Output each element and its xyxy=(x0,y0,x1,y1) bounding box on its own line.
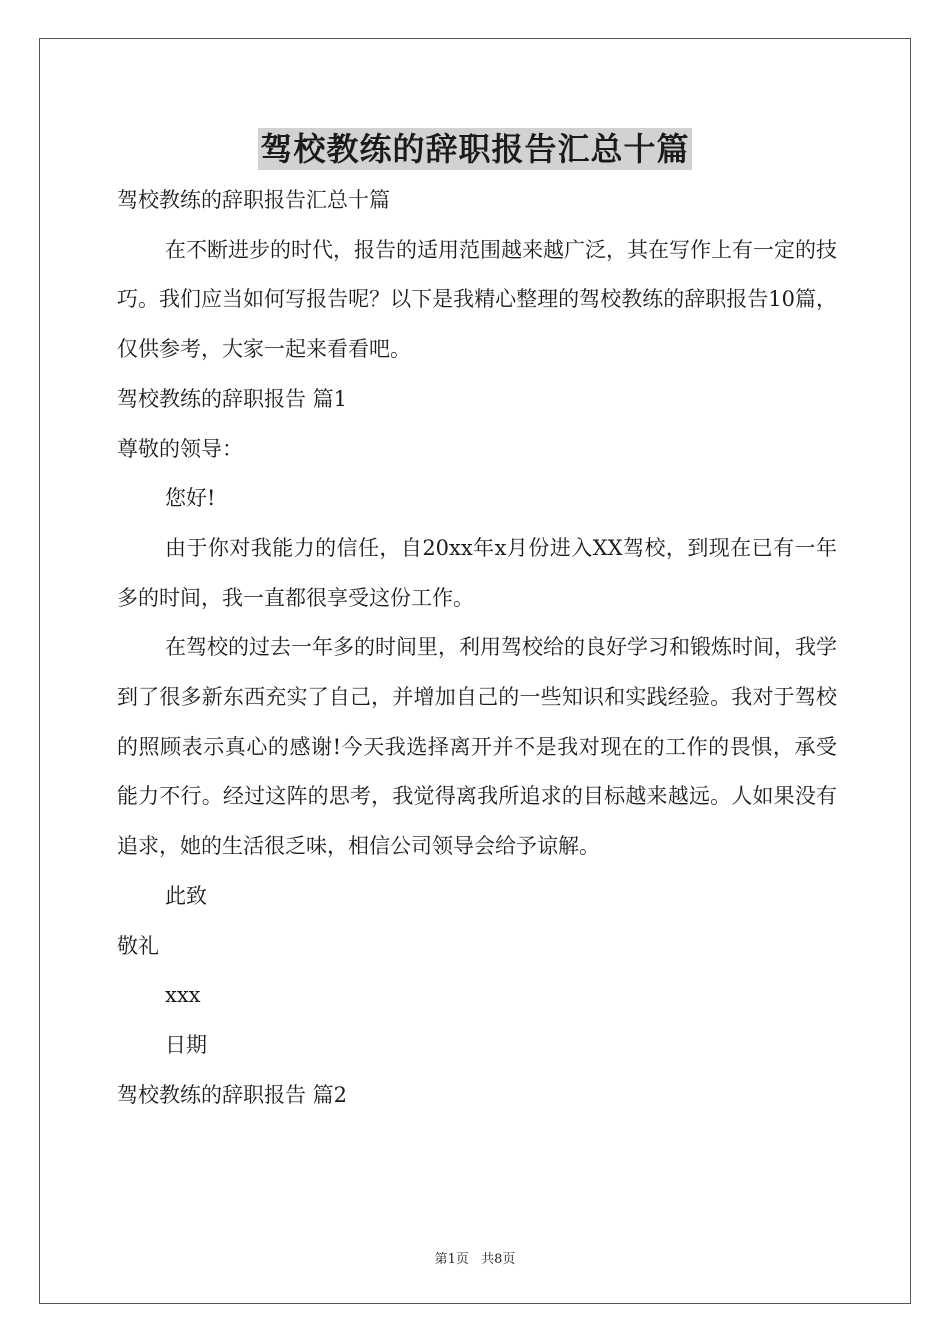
greeting: 您好! xyxy=(165,486,216,511)
signature: xxx xyxy=(165,983,201,1008)
subtitle-line: 驾校教练的辞职报告汇总十篇 xyxy=(117,188,390,212)
date-label: 日期 xyxy=(165,1032,207,1057)
closing-line-2: 敬礼 xyxy=(117,933,159,958)
document-body xyxy=(117,176,837,1120)
page-number-current: 第1页 xyxy=(434,1252,469,1267)
intro-paragraph: 在不断进步的时代，报告的适用范围越来越广泛，其在写作上有一定的技巧。我们应当如何写报告呢？以下是我精心整理的驾校教练的辞职报告10篇，仅供参考，大家一起来看看吧。 xyxy=(117,237,837,362)
body-paragraph-1: 由于你对我能力的信任，自20xx年x月份进入XX驾校，到现在已有一年多的时间，我一直都很享受这份工作。 xyxy=(117,535,837,610)
page-number-total: 共8页 xyxy=(481,1252,516,1267)
body-paragraph-2: 在驾校的过去一年多的时间里，利用驾校给的良好学习和锻炼时间，我学到了很多新东西充实了自己，并增加自己的一些知识和实践经验。我对于驾校的照顾表示真心的感谢!今天我选择离开并不是我对现在的工作的畏惧，承受能力不行。经过这阵的思考，我觉得离我所追求的目标越来越远。人如果没有追求，她的生活很乏味，相信公司领导会给予谅解。 xyxy=(117,635,837,859)
closing-line-1: 此致 xyxy=(165,883,207,908)
section-heading-2: 驾校教练的辞职报告 篇2 xyxy=(117,1082,348,1107)
salutation: 尊敬的领导： xyxy=(117,436,243,461)
document-title: 驾校教练的辞职报告汇总十篇 xyxy=(260,130,690,168)
page-footer xyxy=(0,1248,950,1267)
title-container xyxy=(0,128,950,170)
section-heading-1: 驾校教练的辞职报告 篇1 xyxy=(117,386,348,411)
